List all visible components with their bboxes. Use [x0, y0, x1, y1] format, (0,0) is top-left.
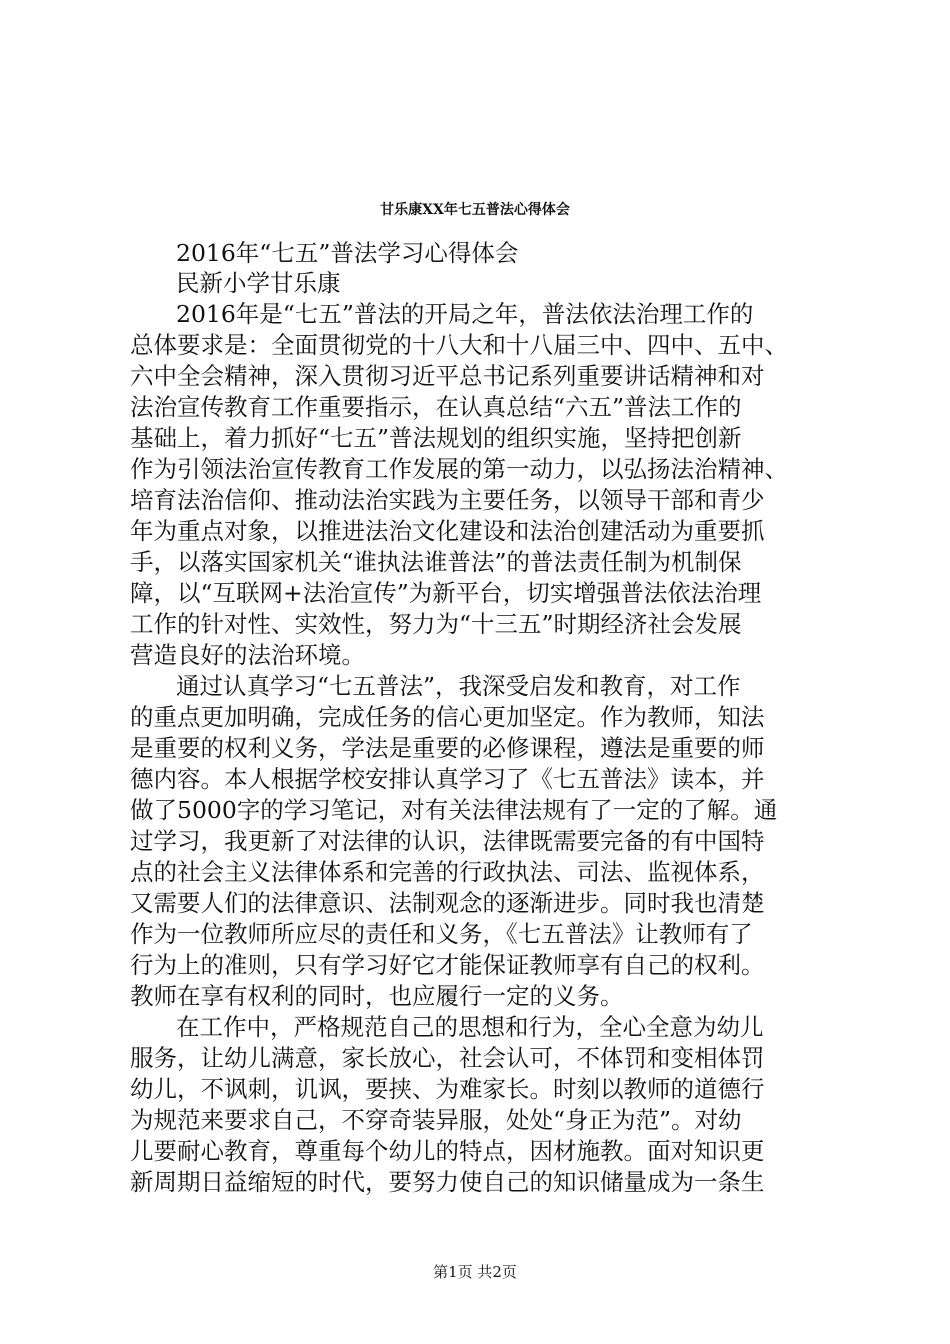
paragraph-line: 通过认真学习“七五普法”，我深受启发和教育，对工作 — [176, 672, 741, 700]
subtitle-line: 2016年“七五”普法学习心得体会 — [176, 239, 519, 267]
paragraph-line: 又需要人们的法律意识、法制观念的逐渐进步。同时我也清楚 — [130, 889, 765, 917]
paragraph-line: 做了5000字的学习笔记，对有关法律法规有了一定的了解。通 — [130, 796, 778, 824]
document-title: 甘乐康XX年七五普法心得体会 — [380, 202, 570, 218]
paragraph-line: 的重点更加明确，完成任务的信心更加坚定。作为教师，知法 — [130, 703, 765, 731]
paragraph-line: 工作的针对性、实效性，努力为“十三五”时期经济社会发展 — [130, 610, 742, 638]
paragraph-line: 幼儿，不讽刺，讥讽，要挟、为难家长。时刻以教师的道德行 — [130, 1075, 765, 1103]
author-line: 民新小学甘乐康 — [176, 269, 341, 297]
paragraph-line: 是重要的权利义务，学法是重要的必修课程，遵法是重要的师 — [130, 734, 765, 762]
paragraph-line: 在工作中，严格规范自己的思想和行为，全心全意为幼儿 — [176, 1013, 764, 1041]
paragraph-line: 基础上，着力抓好“七五”普法规划的组织实施，坚持把创新 — [130, 424, 742, 452]
paragraph-line: 总体要求是：全面贯彻党的十八大和十八届三中、四中、五中、 — [130, 331, 788, 359]
paragraph-line: 服务，让幼儿满意，家长放心，社会认可，不体罚和变相体罚 — [130, 1044, 765, 1072]
paragraph-line: 过学习，我更新了对法律的认识，法律既需要完备的有中国特 — [130, 827, 765, 855]
paragraph-line: 作为一位教师所应尽的责任和义务，《七五普法》让教师有了 — [130, 920, 753, 948]
paragraph-line: 法治宣传教育工作重要指示，在认真总结“六五”普法工作的 — [130, 393, 742, 421]
paragraph-line: 行为上的准则，只有学习好它才能保证教师享有自己的权利。 — [130, 951, 765, 979]
paragraph-line: 障，以“互联网+法治宣传”为新平台，切实增强普法依法治理 — [130, 579, 762, 607]
page-number-footer: 第1页 共2页 — [433, 1263, 517, 1281]
paragraph-line: 2016年是“七五”普法的开局之年，普法依法治理工作的 — [176, 300, 754, 328]
paragraph-line: 培育法治信仰、推动法治实践为主要任务，以领导干部和青少 — [130, 486, 765, 514]
paragraph-line: 儿要耐心教育，尊重每个幼儿的特点，因材施教。面对知识更 — [130, 1137, 765, 1165]
paragraph-line: 德内容。本人根据学校安排认真学习了《七五普法》读本，并 — [130, 765, 765, 793]
paragraph-line: 点的社会主义法律体系和完善的行政执法、司法、监视体系， — [130, 858, 765, 886]
paragraph-line: 为规范来要求自己，不穿奇装异服，处处“身正为范”。对幼 — [130, 1106, 742, 1134]
paragraph-line: 手，以落实国家机关“谁执法谁普法”的普法责任制为机制保 — [130, 548, 742, 576]
paragraph-line: 营造良好的法治环境。 — [130, 641, 365, 669]
paragraph-line: 六中全会精神，深入贯彻习近平总书记系列重要讲话精神和对 — [130, 362, 765, 390]
paragraph-line: 作为引领法治宣传教育工作发展的第一动力，以弘扬法治精神、 — [130, 455, 788, 483]
paragraph-line: 教师在享有权利的同时，也应履行一定的义务。 — [130, 982, 624, 1010]
paragraph-line: 新周期日益缩短的时代，要努力使自己的知识储量成为一条生 — [130, 1168, 765, 1196]
paragraph-line: 年为重点对象，以推进法治文化建设和法治创建活动为重要抓 — [130, 517, 765, 545]
